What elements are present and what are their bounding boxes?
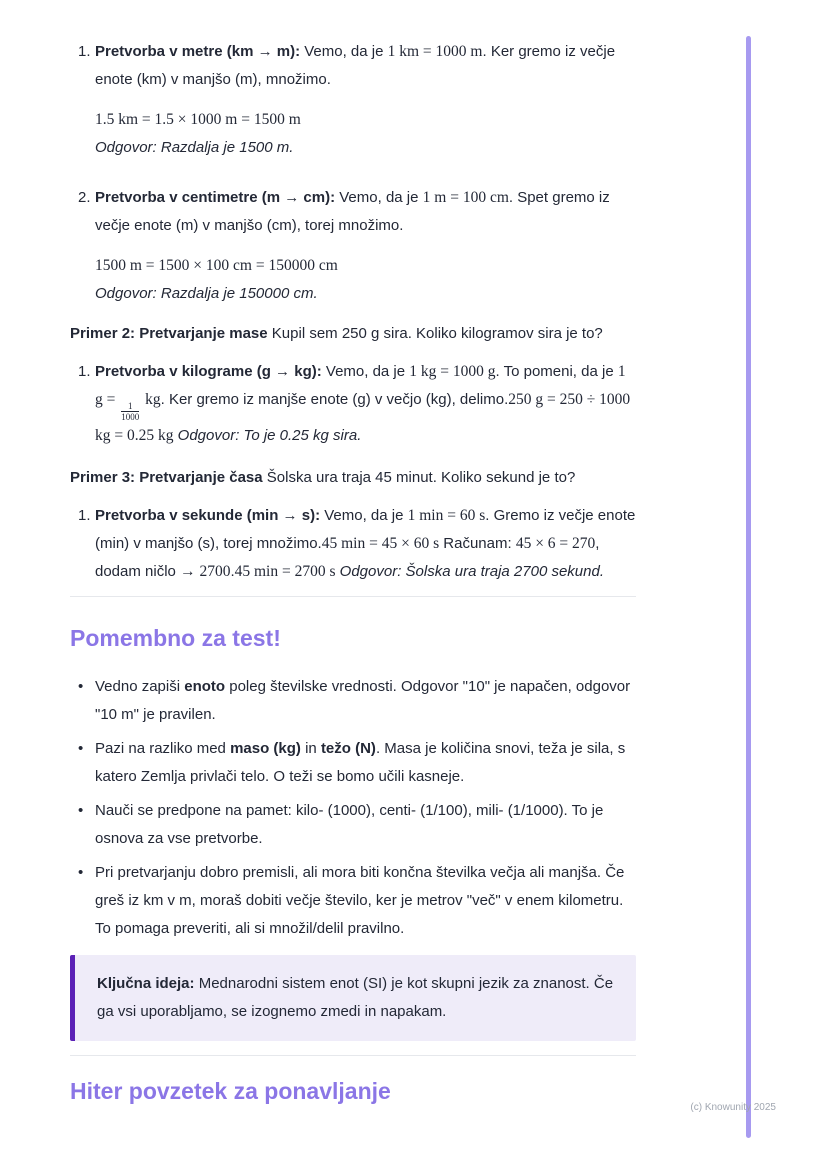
list-number: 1.	[78, 363, 91, 380]
text-segment: 1 min = 60 s	[407, 507, 486, 524]
text-segment: Vemo, da je	[339, 189, 423, 206]
text-segment: 45 min = 45 × 60 s	[321, 535, 440, 552]
list-item	[70, 358, 636, 450]
text-segment: Ključna ideja:	[97, 975, 195, 992]
text-segment: Mednarodni sistem enot (SI) je kot skupni jezik za znanost. Če ga vsi uporabljamo, se izognemo zmedi in napakam.	[97, 975, 614, 1020]
text-segment: 1 km = 1000 m	[387, 43, 483, 60]
ordered-list-primer3	[70, 502, 636, 586]
text-segment: Primer 3: Pretvarjanje časa	[70, 469, 263, 486]
bullet-list	[70, 673, 636, 943]
text-segment: 1 kg = 1000 g	[409, 363, 496, 380]
answer-line	[95, 280, 636, 308]
text-segment: . Gremo iz večje enote (min) v manjšo (s), torej množimo.	[95, 507, 636, 552]
text-segment: kg	[141, 391, 161, 408]
text-segment: Pretvorba v metre (km → m):	[95, 43, 305, 60]
text-segment: 1500 m = 1500 × 100 cm = 150000 cm	[95, 257, 338, 274]
text-segment: 45 × 6 = 270	[515, 535, 596, 552]
text-segment: in	[300, 740, 321, 757]
vertical-scrollbar[interactable]	[746, 36, 751, 1138]
text-segment: Odgovor: Razdalja je 1500 m.	[95, 139, 294, 156]
list-item-text	[95, 38, 636, 94]
text-segment: . Ker gremo iz manjše enote (g) v večjo (kg), delimo.	[160, 391, 509, 408]
bullet-marker: •	[78, 678, 84, 695]
math-line	[95, 106, 636, 134]
text-segment: 1 g =	[95, 363, 626, 408]
document-content	[70, 38, 636, 1106]
text-segment: Pretvorba v sekunde (min → s):	[95, 507, 325, 524]
watermark-text: (c) Knowunity 2025	[690, 1102, 776, 1113]
text-segment: . Masa je količina snovi, teža je sila, s katero Zemlja privlači telo. O teži se bomo učili kasneje.	[95, 740, 626, 785]
key-idea-callout	[70, 955, 636, 1041]
text-segment: Kupil sem 250 g sira. Koliko kilogramov sira je to?	[267, 325, 603, 342]
text-segment: , dodam ničlo	[95, 535, 600, 580]
text-segment: 1.5 km = 1.5 × 1000 m = 1500 m	[95, 111, 301, 128]
list-item-text	[95, 502, 636, 586]
text-segment: Odgovor: To je 0.25 kg sira.	[177, 427, 362, 444]
bullet-marker: •	[78, 802, 84, 819]
bullet-text	[95, 735, 636, 791]
bullet-item	[70, 735, 636, 791]
text-segment: Vemo, da je	[325, 363, 410, 380]
bullet-text	[95, 859, 636, 943]
text-segment: Vemo, da je	[324, 507, 408, 524]
list-item	[70, 184, 636, 308]
text-segment: .	[230, 563, 235, 580]
text-segment: 45 min = 2700 s	[234, 563, 336, 580]
text-segment: Pri pretvarjanju dobro premisli, ali mora biti končna številka večja ali manjša. Če greš iz km v m, moraš dobiti večje število, ker je metrov "več" v enem kilometru. To pomaga preveriti, ali si množil/delil pravilno.	[95, 864, 625, 937]
math-fraction: $\frac{1}{1000}$	[121, 401, 140, 422]
section-heading-pomembno: Pomembno za test!	[70, 625, 281, 651]
text-segment: 250 g = 250 ÷ 1000 kg = 0.25 kg	[95, 391, 631, 444]
text-segment: → 2700	[180, 563, 231, 580]
text-segment: Odgovor: Šolska ura traja 2700 sekund.	[339, 563, 604, 580]
text-segment: težo (N)	[320, 740, 376, 757]
bullet-text	[95, 797, 636, 853]
text-segment: Računam:	[439, 535, 516, 552]
text-segment: poleg številske vrednosti. Odgovor "10" je napačen, odgovor "10 m" je pravilen.	[95, 678, 631, 723]
section-divider	[70, 1055, 636, 1056]
list-item	[70, 38, 636, 162]
list-item-body	[95, 358, 636, 450]
text-segment: 1 m = 100 cm	[422, 189, 509, 206]
list-item-text	[95, 358, 636, 450]
list-item-body	[95, 38, 636, 162]
list-item-body	[95, 502, 636, 586]
text-segment: Pazi na razliko med	[95, 740, 231, 757]
bullet-item	[70, 673, 636, 729]
list-item-text	[95, 184, 636, 240]
math-line	[95, 252, 636, 280]
answer-line	[95, 134, 636, 162]
text-segment: . Ker gremo iz večje enote (km) v manjšo (m), množimo.	[95, 43, 616, 88]
text-segment: Primer 2: Pretvarjanje mase	[70, 325, 268, 342]
text-segment: Nauči se predpone na pamet: kilo- (1000), centi- (1/100), mili- (1/1000). To je osnova za vse pretvorbe.	[95, 802, 604, 847]
list-number: 2.	[78, 189, 91, 206]
text-segment: Vemo, da je	[304, 43, 388, 60]
section-divider	[70, 596, 636, 597]
list-item-body	[95, 184, 636, 308]
list-number: 1.	[78, 43, 91, 60]
bullet-text	[95, 673, 636, 729]
text-segment: Šolska ura traja 45 minut. Koliko sekund je to?	[262, 469, 576, 486]
text-segment: Odgovor: Razdalja je 150000 cm.	[95, 285, 318, 302]
callout-text	[97, 970, 616, 1026]
list-item	[70, 502, 636, 586]
primer2-title	[70, 320, 636, 348]
bullet-marker: •	[78, 864, 84, 881]
ordered-list-primer1	[70, 38, 636, 308]
text-segment: . Spet gremo iz večje enote (m) v manjšo (cm), torej množimo.	[95, 189, 610, 234]
section-heading-povzetek: Hiter povzetek za ponavljanje	[70, 1078, 391, 1104]
text-segment: enoto	[184, 678, 226, 695]
text-segment: Pretvorba v kilograme (g → kg):	[95, 363, 326, 380]
text-segment: Vedno zapiši	[95, 678, 185, 695]
text-segment: maso (kg)	[230, 740, 301, 757]
primer3-title	[70, 464, 636, 492]
bullet-item	[70, 797, 636, 853]
text-segment: Pretvorba v centimetre (m → cm):	[95, 189, 340, 206]
ordered-list-primer2	[70, 358, 636, 450]
bullet-item	[70, 859, 636, 943]
list-number: 1.	[78, 507, 91, 524]
text-segment: . To pomeni, da je	[495, 363, 618, 380]
bullet-marker: •	[78, 740, 84, 757]
